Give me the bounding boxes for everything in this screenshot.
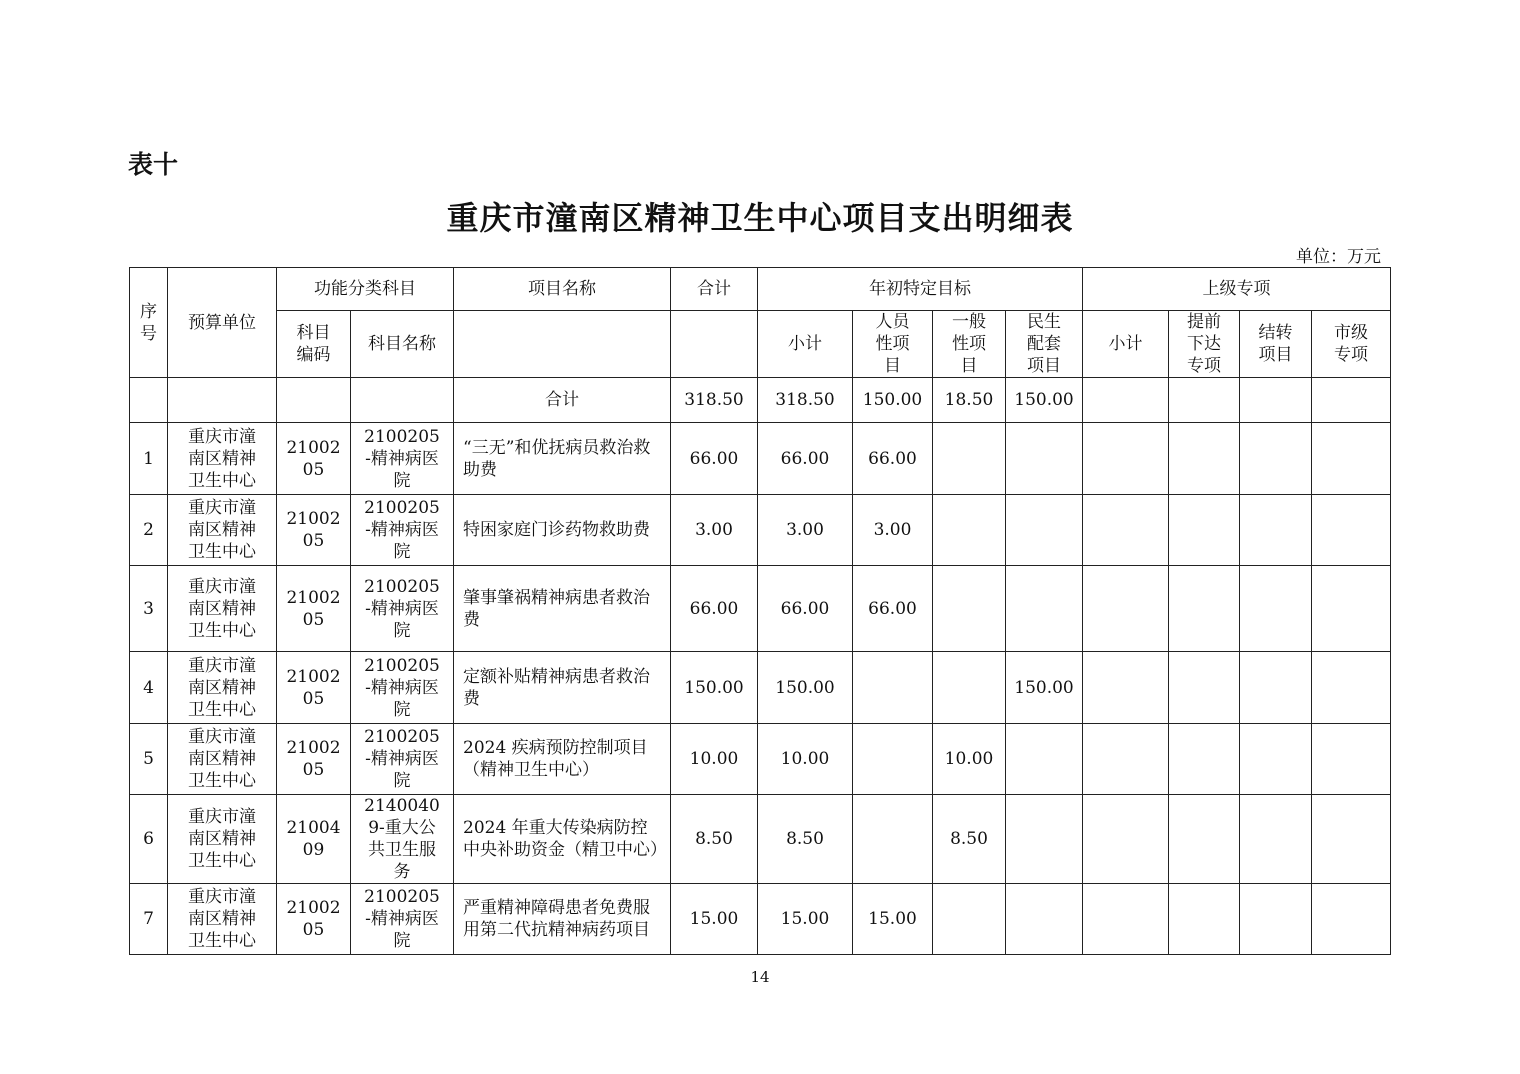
upper-special-cell — [1083, 724, 1169, 795]
subject-name-cell: 2100205-精神病医院 — [351, 423, 454, 495]
seq-cell: 4 — [130, 652, 168, 724]
upper-special-cell — [1312, 884, 1391, 955]
total-cell-empty — [1240, 378, 1312, 423]
seq-cell: 2 — [130, 495, 168, 566]
subject-name-cell: 2100205-精神病医院 — [351, 884, 454, 955]
target-subtotal-cell: 150.00 — [758, 652, 853, 724]
upper-special-cell — [1240, 423, 1312, 495]
general-cell — [933, 566, 1006, 652]
total-cell: 3.00 — [671, 495, 758, 566]
table-row — [130, 566, 1391, 652]
project-name-cell: 2024 疾病预防控制项目（精神卫生中心） — [454, 724, 671, 795]
table-row — [130, 795, 1391, 884]
seq-cell: 3 — [130, 566, 168, 652]
total-target-subtotal: 318.50 — [758, 378, 853, 423]
livelihood-cell — [1006, 566, 1083, 652]
upper-special-cell — [1312, 423, 1391, 495]
seq-cell: 6 — [130, 795, 168, 884]
table-number: 表十 — [128, 150, 179, 179]
header-upper-group: 上级专项 — [1083, 268, 1391, 311]
total-cell: 150.00 — [671, 652, 758, 724]
upper-special-cell — [1083, 795, 1169, 884]
unit-label: 单位：万元 — [1296, 247, 1381, 267]
target-subtotal-cell: 8.50 — [758, 795, 853, 884]
seq-cell: 7 — [130, 884, 168, 955]
total-cell-empty — [168, 378, 277, 423]
total-general: 18.50 — [933, 378, 1006, 423]
project-name-cell: 定额补贴精神病患者救治费 — [454, 652, 671, 724]
upper-special-cell — [1169, 884, 1240, 955]
header-row-2 — [130, 311, 1391, 378]
budget-unit-cell: 重庆市潼南区精神卫生中心 — [168, 566, 277, 652]
seq-cell: 5 — [130, 724, 168, 795]
general-cell — [933, 884, 1006, 955]
total-cell-empty — [1083, 378, 1169, 423]
general-cell — [933, 652, 1006, 724]
total-cell: 66.00 — [671, 566, 758, 652]
upper-special-cell — [1169, 795, 1240, 884]
upper-special-cell — [1312, 495, 1391, 566]
upper-special-cell — [1240, 884, 1312, 955]
personnel-cell: 15.00 — [853, 884, 933, 955]
subject-name-cell: 2100205-精神病医院 — [351, 652, 454, 724]
project-expenditure-table — [129, 267, 1391, 955]
header-advance: 提前下达专项 — [1169, 311, 1240, 378]
total-cell-empty — [1169, 378, 1240, 423]
upper-special-cell — [1312, 566, 1391, 652]
upper-special-cell — [1169, 724, 1240, 795]
target-subtotal-cell: 66.00 — [758, 566, 853, 652]
total-livelihood: 150.00 — [1006, 378, 1083, 423]
total-cell: 8.50 — [671, 795, 758, 884]
header-row-1 — [130, 268, 1391, 311]
total-cell-empty — [277, 378, 351, 423]
general-cell: 8.50 — [933, 795, 1006, 884]
upper-special-cell — [1240, 795, 1312, 884]
project-name-cell: 特困家庭门诊药物救助费 — [454, 495, 671, 566]
personnel-cell: 3.00 — [853, 495, 933, 566]
header-target-group: 年初特定目标 — [758, 268, 1083, 311]
subject-code-cell: 2100205 — [277, 884, 351, 955]
upper-special-cell — [1083, 566, 1169, 652]
subject-code-cell: 2100409 — [277, 795, 351, 884]
header-city: 市级专项 — [1312, 311, 1391, 378]
livelihood-cell: 150.00 — [1006, 652, 1083, 724]
subject-name-cell: 2100205-精神病医院 — [351, 495, 454, 566]
header-project-name: 项目名称 — [454, 268, 671, 311]
header-seq: 序号 — [130, 268, 168, 378]
upper-special-cell — [1312, 724, 1391, 795]
header-function-group: 功能分类科目 — [277, 268, 454, 311]
target-subtotal-cell: 15.00 — [758, 884, 853, 955]
budget-unit-cell: 重庆市潼南区精神卫生中心 — [168, 884, 277, 955]
personnel-cell — [853, 652, 933, 724]
livelihood-cell — [1006, 795, 1083, 884]
livelihood-cell — [1006, 495, 1083, 566]
header-general: 一般性项目 — [933, 311, 1006, 378]
total-cell: 10.00 — [671, 724, 758, 795]
total-row — [130, 378, 1391, 423]
subject-name-cell: 2100205-精神病医院 — [351, 724, 454, 795]
project-name-cell: 严重精神障碍患者免费服用第二代抗精神病药项目 — [454, 884, 671, 955]
table-row — [130, 884, 1391, 955]
header-carryover: 结转项目 — [1240, 311, 1312, 378]
table-row — [130, 423, 1391, 495]
subject-code-cell: 2100205 — [277, 423, 351, 495]
target-subtotal-cell: 10.00 — [758, 724, 853, 795]
table-row — [130, 652, 1391, 724]
header-code: 科目编码 — [277, 311, 351, 378]
livelihood-cell — [1006, 423, 1083, 495]
subject-name-cell: 2100205-精神病医院 — [351, 566, 454, 652]
subject-code-cell: 2100205 — [277, 495, 351, 566]
header-target-subtotal: 小计 — [758, 311, 853, 378]
upper-special-cell — [1083, 423, 1169, 495]
total-cell-empty — [351, 378, 454, 423]
budget-unit-cell: 重庆市潼南区精神卫生中心 — [168, 795, 277, 884]
budget-unit-cell: 重庆市潼南区精神卫生中心 — [168, 652, 277, 724]
upper-special-cell — [1083, 495, 1169, 566]
upper-special-cell — [1240, 724, 1312, 795]
header-subject: 科目名称 — [351, 311, 454, 378]
upper-special-cell — [1169, 495, 1240, 566]
general-cell — [933, 423, 1006, 495]
budget-unit-cell: 重庆市潼南区精神卫生中心 — [168, 724, 277, 795]
header-personnel: 人员性项目 — [853, 311, 933, 378]
header-budget-unit: 预算单位 — [168, 268, 277, 378]
table-row — [130, 495, 1391, 566]
page-number: 14 — [750, 968, 770, 986]
upper-special-cell — [1169, 652, 1240, 724]
general-cell: 10.00 — [933, 724, 1006, 795]
personnel-cell — [853, 795, 933, 884]
total-cell: 66.00 — [671, 423, 758, 495]
total-cell-empty — [130, 378, 168, 423]
upper-special-cell — [1083, 652, 1169, 724]
livelihood-cell — [1006, 884, 1083, 955]
budget-unit-cell: 重庆市潼南区精神卫生中心 — [168, 495, 277, 566]
target-subtotal-cell: 3.00 — [758, 495, 853, 566]
upper-special-cell — [1083, 884, 1169, 955]
target-subtotal-cell: 66.00 — [758, 423, 853, 495]
total-personnel: 150.00 — [853, 378, 933, 423]
project-name-cell: 2024 年重大传染病防控中央补助资金（精卫中心） — [454, 795, 671, 884]
upper-special-cell — [1240, 495, 1312, 566]
header-total-empty — [671, 311, 758, 378]
subject-code-cell: 2100205 — [277, 566, 351, 652]
livelihood-cell — [1006, 724, 1083, 795]
upper-special-cell — [1169, 566, 1240, 652]
subject-name-cell: 21400409-重大公共卫生服务 — [351, 795, 454, 884]
project-name-cell: “三无”和优抚病员救治救助费 — [454, 423, 671, 495]
subject-code-cell: 2100205 — [277, 652, 351, 724]
header-livelihood: 民生配套项目 — [1006, 311, 1083, 378]
seq-cell: 1 — [130, 423, 168, 495]
general-cell — [933, 495, 1006, 566]
personnel-cell — [853, 724, 933, 795]
upper-special-cell — [1169, 423, 1240, 495]
upper-special-cell — [1312, 652, 1391, 724]
total-label: 合计 — [454, 378, 671, 423]
total-amount: 318.50 — [671, 378, 758, 423]
upper-special-cell — [1240, 566, 1312, 652]
project-name-cell: 肇事肇祸精神病患者救治费 — [454, 566, 671, 652]
document-title: 重庆市潼南区精神卫生中心项目支出明细表 — [446, 199, 1074, 237]
subject-code-cell: 2100205 — [277, 724, 351, 795]
budget-unit-cell: 重庆市潼南区精神卫生中心 — [168, 423, 277, 495]
total-cell: 15.00 — [671, 884, 758, 955]
personnel-cell: 66.00 — [853, 566, 933, 652]
personnel-cell: 66.00 — [853, 423, 933, 495]
total-cell-empty — [1312, 378, 1391, 423]
upper-special-cell — [1240, 652, 1312, 724]
header-project-empty — [454, 311, 671, 378]
upper-special-cell — [1312, 795, 1391, 884]
table-row — [130, 724, 1391, 795]
header-upper-subtotal: 小计 — [1083, 311, 1169, 378]
header-total: 合计 — [671, 268, 758, 311]
